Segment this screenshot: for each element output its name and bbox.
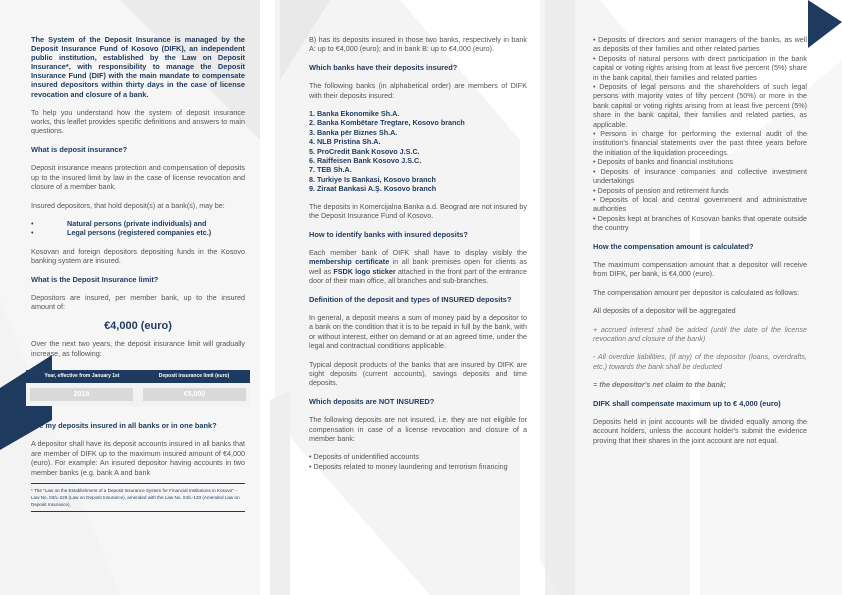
heading-not-insured: Which deposits are NOT INSURED? [309, 396, 435, 406]
liabilities-deducted-text: - All overdue liabilities, (if any) of the depositor (loans, overdrafts, etc.) towards the bank shall be deducted [593, 352, 807, 371]
aggregation-text: All deposits of a depositor will be aggregated [593, 306, 736, 316]
membership-certificate-text: membership certificate [309, 257, 390, 267]
list-item: • Natural persons (private individuals) and [31, 218, 207, 228]
limit-increase-text: Over the next two years, the deposit insurance limit will gradually increase, as following: [31, 339, 245, 358]
max-compensation-text: The maximum compensation amount that a depositor will receive from DIFK, per bank, is €4,000 (euro). [593, 259, 807, 279]
list-item: 8. Turkiye Is Bankasi, Kosovo branch [309, 174, 436, 184]
deposit-insurance-definition: Deposit insurance means protection and compensation of deposits up to the insured limit by law in the case of license revocation and closure of a member bank. [31, 163, 245, 192]
excluded-deposits-list-continued [593, 35, 807, 233]
continued-example-text: B) has its deposits insured in those two banks, respectively in bank A: up to €4,000 (euro); and in bank B: up to €4,000 (euro). [309, 35, 527, 54]
depositor-types-list [31, 219, 245, 238]
list-item: 2. Banka Kombëtare Tregtare, Kosovo branch [309, 118, 465, 128]
heading-compensation-calc: How the compensation amount is calculated? [593, 241, 754, 251]
list-item: 4. NLB Pristina Sh.A. [309, 137, 381, 147]
column-right [593, 0, 807, 595]
excluded-deposits-list [309, 452, 527, 471]
list-item: • Persons in charge for performing the external audit of the institution's financial statements over the past three years before the initiation of the liquidation proceedings. [593, 129, 807, 157]
member-banks-list [309, 109, 527, 194]
table-header-year: Year, effective from January 1st [44, 372, 120, 379]
help-paragraph: To help you understand how the system of deposit insurance works, this leaflet provides specific definitions and answers to main questions. [31, 107, 245, 136]
member-banks-intro: The following banks (in alphabetical order) are members of DIFK with their deposits insured: [309, 81, 527, 100]
all-banks-text: A depositor shall have its deposit accounts insured in all banks that are member of DIFK up to the maximum insured amount of €4,000 (euro). For example: An insured depositor having accounts in two member banks (e.g. bank A and bank [31, 439, 245, 477]
list-item: • Deposits of insurance companies and collective investment undertakings [593, 166, 807, 186]
limit-table [26, 370, 250, 406]
list-item: 7. TEB Sh.A. [309, 165, 352, 175]
insured-depositors-text: Insured depositors, that hold deposit(s) at a bank(s), may be: [31, 200, 225, 210]
intro-paragraph: The System of the Deposit Insurance is managed by the Deposit Insurance Fund of Kosovo (DIFK), an independent public institution, established by the Law on Deposit Insurance*, with responsibility to manage the Deposit Insurance Fund (DIF) with the main mandate to compensate insured depositors within thirty days in the case of license revocation and closure of a bank. [31, 35, 245, 99]
column-middle [309, 0, 527, 595]
table-cell-year: 2018 [30, 388, 133, 401]
logo-sticker-text: FSDK logo sticker [333, 266, 396, 276]
list-item: • Deposits of local and central government and administrative authorities [593, 194, 807, 214]
limit-intro-text: Depositors are insured, per member bank, up to the insured amount of: [31, 292, 245, 312]
list-item: • Deposits kept at branches of Kosovan banks that operate outside the country [593, 213, 807, 233]
heading-what-is-deposit-insurance: What is deposit insurance? [31, 144, 128, 154]
kosovan-foreign-text: Kosovan and foreign depositors depositing funds in the Kosovo banking system are insured. [31, 246, 245, 266]
heading-all-banks: Are my deposits insured in all banks or in one bank? [31, 420, 217, 430]
list-item: • Legal persons (registered companies etc.) [31, 228, 212, 238]
table-cell-limit: €5,000 [143, 388, 246, 401]
list-item: • Deposits related to money laundering and terrorism financing [309, 461, 508, 471]
not-insured-intro: The following deposits are not insured, i.e. they are not eligible for compensation in case of a license revocation and closure of a member bank: [309, 415, 527, 443]
corner-arrow-shape [808, 0, 842, 48]
table-header-limit: Deposit insurance limit (euro) [158, 372, 230, 379]
list-item: 5. ProCredit Bank Kosovo J.S.C. [309, 146, 420, 156]
heading-insurance-limit: What is the Deposit Insurance limit? [31, 274, 159, 284]
heading-max-compensation: DIFK shall compensate maximum up to € 4,000 (euro) [593, 398, 781, 408]
list-item: • Deposits of natural persons with direct participation in the bank capital or voting rights arising from at least five percent (5%) share in the bank capital, their families and related parties [593, 53, 807, 82]
heading-which-banks: Which banks have their deposits insured? [309, 62, 458, 72]
list-item: • Deposits of legal persons and the shareholders of such legal persons with majority votes of fifty percent (50%) or more in the bank capital or voting rights arising from at least five percent (5%) share in the bank capital, their families and related parties, as applicable. [593, 82, 807, 129]
heading-deposit-definition: Definition of the deposit and types of INSURED deposits? [309, 294, 512, 304]
footnote: * The "Law on the Establishment of a Deposit Insurance System for Financial Institutions in Kosovo" - Law No. 03/L-226 (Law on Deposit Insurance), amended with the Law No. 04/L-133 (Amended Law on Deposit Insurance), [31, 483, 245, 512]
list-item: • Deposits of banks and financial institutions [593, 157, 733, 167]
list-item: 9. Ziraat Bankasi A.Ş. Kosovo branch [309, 184, 437, 194]
list-item: 6. Raiffeisen Bank Kosovo J.S.C. [309, 156, 422, 166]
list-item: 1. Banka Ekonomike Sh.A. [309, 109, 400, 119]
table-row [26, 383, 250, 406]
deposit-products-text: Typical deposit products of the banks that are insured by DIFK are sight deposits (current accounts), savings deposits and time deposits. [309, 359, 527, 388]
komercijalna-note: The deposits in Komercijalna Banka a.d. Beograd are not insured by the Deposit Insurance Fund of Kosovo. [309, 201, 527, 221]
list-item: • Deposits of directors and senior managers of the banks, as well as deposits of their families and other related parties [593, 35, 807, 54]
deposit-definition-text: In general, a deposit means a sum of money paid by a depositor to a bank on the condition that it is to be repaid in full by the bank, with or without interest, either on demand or at an agreed time, under the legal and contractual conditions applicable. [309, 312, 527, 351]
list-item: • Deposits of pension and retirement funds [593, 185, 729, 195]
column-left [31, 0, 245, 595]
interest-added-text: + accrued interest shall be added (until the date of the license revocation and closure of the bank) [593, 324, 807, 343]
insurance-limit-amount: €4,000 (euro) [104, 319, 172, 332]
identify-banks-text: Each member bank of DIFK shall have to display visibly the membership certificate in all bank premises open for clients as well as FSDK logo sticker attached in the front part of the entrance door of their main office, all branches and sub-branches. [309, 247, 527, 286]
heading-identify-banks: How to identify banks with insured deposits? [309, 229, 468, 239]
calc-intro-text: The compensation amount per depositor is calculated as follows: [593, 287, 800, 297]
joint-accounts-text: Deposits held in joint accounts will be divided equally among the account holders, unless the account holder's submit the evidence proving that their shares in the joint account are not equal. [593, 417, 807, 445]
list-item: 3. Banka për Biznes Sh.A. [309, 127, 398, 137]
net-claim-text: = the depositor's net claim to the bank; [593, 380, 727, 390]
list-item: • Deposits of unidentified accounts [309, 452, 419, 462]
table-header [26, 370, 250, 383]
